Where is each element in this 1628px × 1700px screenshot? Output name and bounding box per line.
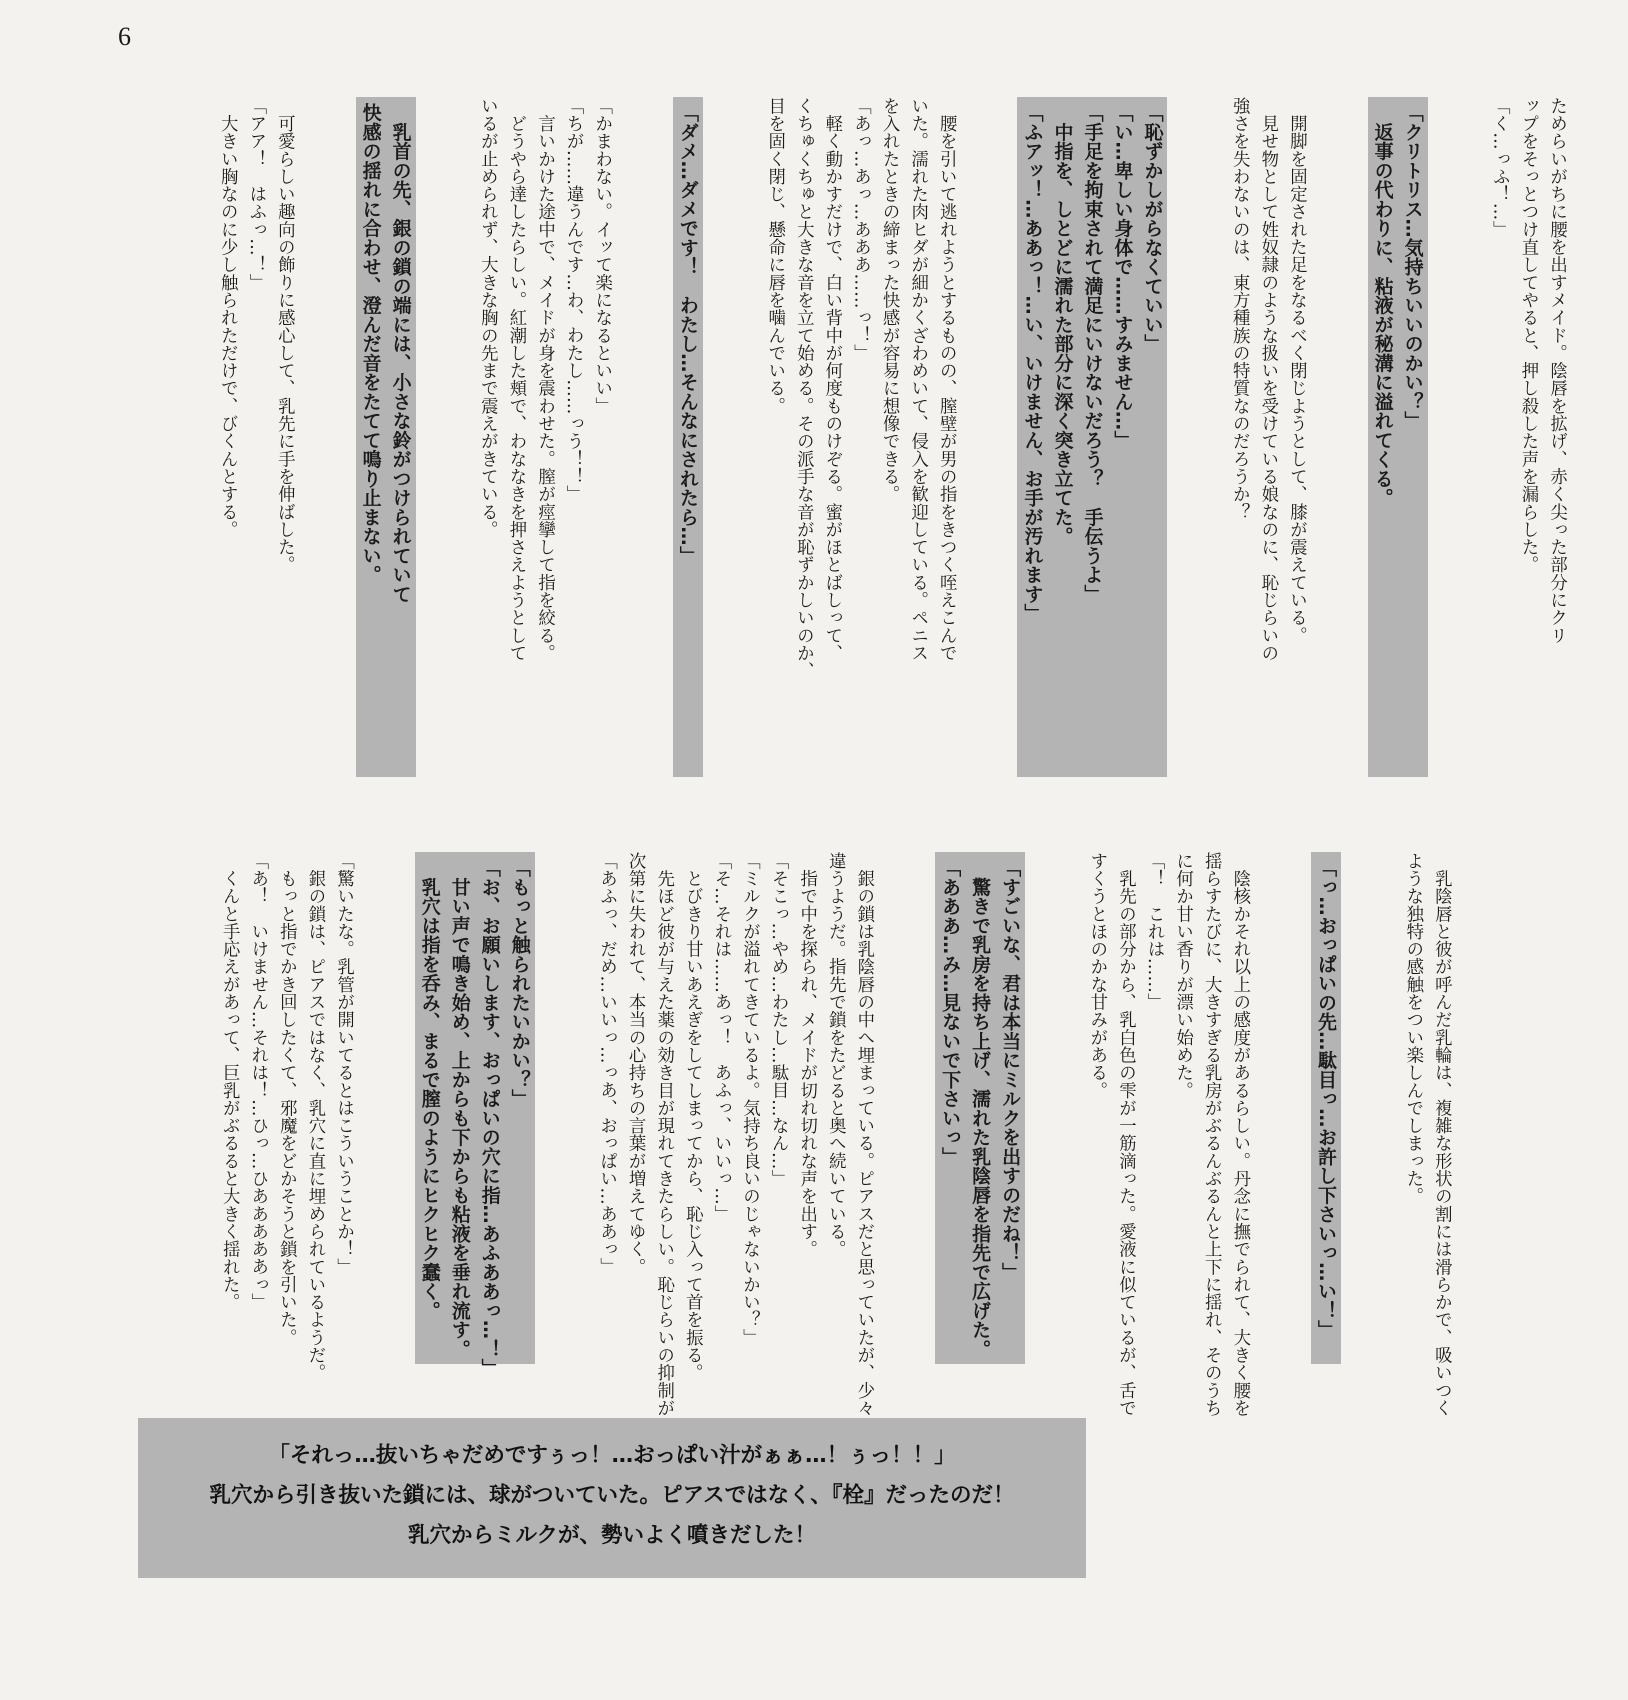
highlighted-dialogue: 「すごいな、君は本当にミルクを出すのだね！」 驚きで乳房を持ち上げ、濡れた乳陰唇を指先で広げた。 「あああ…み…見ないで下さいっ」 xyxy=(935,852,1025,1364)
highlighted-dialogue: 「恥ずかしがらなくていい」 「い…卑しい身体で……すみません…」 「手足を拘束されて満足にいけないだろう？ 手伝うよ」 中指を、しとどに濡れた部分に深く突き立てた。 「ふアッ！…ああっ！…い、いけません、お手が汚れます」 xyxy=(1017,97,1167,777)
upper-text-section xyxy=(184,97,1628,777)
highlighted-dialogue: 「ダメ…ダメです！ わたし…そんなにされたら…」 xyxy=(673,97,703,777)
paragraph: ためらいがちに腰を出すメイド。陰唇を拡げ、赤く尖った部分にクリ ップをそっとつけ直してやると、押し殺した声を漏らした。 「く…っふ！…」 xyxy=(1489,97,1567,645)
paragraph: 銀の鎖は乳陰唇の中へ埋まっている。ピアスだと思っていたが、少々 違うようだ。指先で鎖をたどると奥へ続いている。 指で中を探られ、メイドが切れ切れな声を出す。 「そこっ…やめ…わたし…駄目…なん…」 「ミルクが溢れてきているよ。気持ち良いのじゃないかい？」 「そ…それは……あっ！ あふっ、いいっ…」 とびきり甘いあえぎをしてしまってから、恥じ入って首を振る。 先ほど彼が与えた薬の効き目が現れてきたらしい。恥じらいの抑制が 次第に失われて、本当の心持ちの言葉が増えてゆく。 「あふっ、だめ…いいっ…っあ、おっぱい…ああっ」 xyxy=(596,852,874,1417)
paragraph: 開脚を固定された足をなるべく閉じようとして、膝が震えている。 見せ物として姓奴隷のような扱いを受けている娘なのに、恥じらいの 強さを失わないのは、東方種族の特質なのだろうか？ xyxy=(1229,97,1307,662)
paragraph: 「かまわない。イッて楽になるといい」 「ちが……違うんです…わ、わたし……っう！！」 言いかけた途中で、メイドが身を震わせた。膣が痙攣して指を絞る。 どうやら達したらしい。紅潮した頬で、わななきを押さえようとして いるが止められず、大きな胸の先まで震えがきている。 xyxy=(477,97,612,662)
callout-line: 乳穴からミルクが、勢いよく噴きだした！ xyxy=(407,1523,817,1548)
page-number: 6 xyxy=(118,22,131,51)
paragraph: 可愛らしい趣向の飾りに感心して、乳先に手を伸ばした。 「アア！ はふっ…！」 大きい胸なのに少し触られただけで、びくんとする。 xyxy=(217,97,295,574)
paragraph: 腰を引いて逃れようとするものの、膣壁が男の指をきつく咥えこんで いた。濡れた肉ヒダが細かくざわめいて、侵入を歓迎している。ペニス を入れたときの締まった快感が容易に想像できる。 「あっ…あっ…あああ……っ！」 軽く動かすだけで、白い背中が何度ものけぞる。蜜がほとばしって、 くちゅくちゅと大きな音を立て始める。その派手な音が恥ずかしいのか、 目を固く閉じ、懸命に唇を噛んでいる。 xyxy=(764,97,957,680)
callout-line: 乳穴から引き抜いた鎖には、球がついていた。ピアスではなく、『栓』だったのだ！ xyxy=(209,1483,1015,1508)
bottom-callout-box xyxy=(138,1418,1086,1578)
paragraph: 乳陰唇と彼が呼んだ乳輪は、複雑な形状の割には滑らかで、吸いつく ような独特の感触をつい楽しんでしまった。 xyxy=(1402,852,1452,1417)
paragraph: 陰核かそれ以上の感度があるらしい。丹念に撫でられて、大きく腰を 揺らすたびに、大きすぎる乳房がぶるんぶるんと上下に揺れ、そのうち に何か甘い香りが漂い始めた。 「！ これは……」 乳先の部分から、乳白色の雫が一筋滴った。愛液に似ているが、舌で すくうとほのかな甘みがある。 xyxy=(1086,852,1250,1417)
highlighted-dialogue: 「もっと触られたいかい？」 「お、お願いします、おっぱいの穴に指…あふああっ…！」 甘い声で鳴き始め、上からも下からも粘液を垂れ流す。 乳穴は指を呑み、まるで膣のようにヒクヒク蠢く。 xyxy=(415,852,535,1364)
highlighted-dialogue: 「っ…おっぱいの先…駄目っ…お許し下さいっ…い！」 xyxy=(1311,852,1341,1364)
paragraph: 「驚いたな。乳管が開いてるとはこういうことか！」 銀の鎖は、ピアスではなく、乳穴に直に埋められているようだ。 もっと指でかき回したくて、邪魔をどかそうと鎖を引いた。 「あ！ いけません…それは！…ひっ…ひあああああっ」 くんと手応えがあって、巨乳がぶるると大きく揺れた。 xyxy=(219,852,354,1382)
highlighted-dialogue: 乳首の先、銀の鎖の端には、小さな鈴がつけられていて 快感の揺れに合わせ、澄んだ音をたてて鳴り止まない。 xyxy=(356,97,416,777)
callout-line: 「それっ…抜いちゃだめですぅっ！…おっぱい汁がぁぁ…！ぅっ！！」 xyxy=(268,1443,956,1468)
highlighted-dialogue: 「クリトリス…気持ちいいのかい？」 返事の代わりに、粘液が秘溝に溢れてくる。 xyxy=(1368,97,1428,777)
lower-text-section xyxy=(186,852,1513,1417)
